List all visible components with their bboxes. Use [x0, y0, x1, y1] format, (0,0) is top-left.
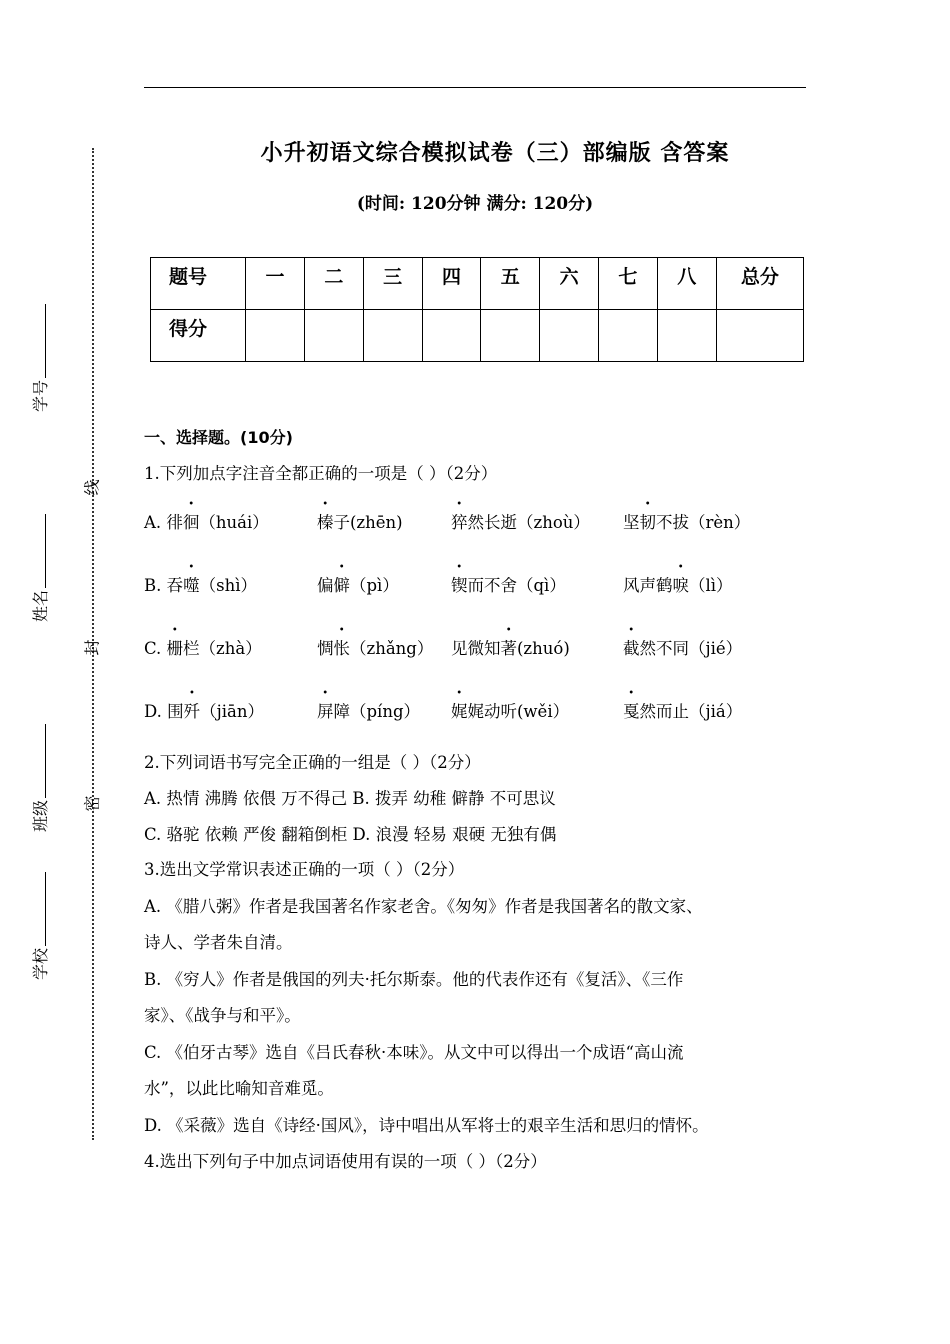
score-cell: 二 [304, 258, 363, 310]
q1-option-a-4: 坚韧不拔（rèn） [623, 513, 751, 532]
student-id-field [28, 304, 51, 412]
question-3-option-b: B. 《穷人》作者是俄国的列夫·托尔斯泰。他的代表作还有《复活》、《三作 [144, 970, 684, 989]
score-cell: 五 [481, 258, 540, 310]
student-name-field [28, 514, 51, 622]
q1-option-c-3: 见微知著(zhuó) [451, 639, 570, 658]
student-id-label: 学号 [31, 379, 50, 412]
score-cell: 一 [246, 258, 305, 310]
exam-subtitle: (时间: 120分钟 满分: 120分) [356, 194, 594, 214]
q1-option-c-2: 惆怅（zhǎng） [317, 639, 434, 658]
score-input-cell[interactable] [422, 310, 481, 362]
score-cell: 总分 [716, 258, 803, 310]
score-cell: 四 [422, 258, 481, 310]
question-3-option-c: C. 《伯牙古琴》选自《吕氏春秋·本味》。从文中可以得出一个成语“高山流 [144, 1043, 684, 1062]
score-input-cell[interactable] [657, 310, 716, 362]
binding-word-mi: 密 [82, 795, 102, 812]
binding-word-feng: 封 [82, 639, 102, 656]
student-name-label: 姓名 [31, 589, 50, 622]
score-input-cell[interactable] [363, 310, 422, 362]
class-field [28, 724, 51, 832]
score-table [150, 257, 804, 362]
q1-option-d-1: D. 围歼（jiān） [144, 702, 264, 721]
question-4-stem: 4.选出下列句子中加点词语使用有误的一项（ ）（2分） [144, 1152, 547, 1171]
score-input-cell[interactable] [304, 310, 363, 362]
q1-option-a-3: 猝然长逝（zhoù） [451, 513, 590, 532]
score-cell: 题号 [151, 258, 246, 310]
q1-option-d-3: 娓娓动听(wěi） [451, 702, 570, 721]
question-2-stem: 2.下列词语书写完全正确的一组是（ ）（2分） [144, 753, 481, 772]
q1-option-d-4: 戛然而止（jiá） [623, 702, 743, 721]
question-3-stem: 3.选出文学常识表述正确的一项（ ）（2分） [144, 860, 465, 879]
score-cell: 七 [599, 258, 658, 310]
question-3-option-a: A. 《腊八粥》作者是我国著名作家老舍。《匆匆》作者是我国著名的散文家、 [144, 897, 703, 916]
score-cell: 八 [657, 258, 716, 310]
question-2-options-cd: C. 骆驼 依赖 严俊 翻箱倒柜 D. 浪漫 轻易 艰硬 无独有偶 [144, 825, 557, 844]
score-input-cell[interactable] [716, 310, 803, 362]
question-3-option-c-cont: 水”，以此比喻知音难觅。 [144, 1079, 334, 1098]
header-rule [144, 87, 806, 88]
class-label: 班级 [31, 799, 50, 832]
school-label: 学校 [31, 947, 50, 980]
score-cell: 六 [540, 258, 599, 310]
q1-option-b-3: 锲而不舍（qì） [451, 576, 566, 595]
q1-option-b-2: 偏僻（pì） [317, 576, 399, 595]
question-1-stem: 1.下列加点字注音全都正确的一项是（ ）（2分） [144, 464, 498, 483]
q1-option-a-1: A. 徘徊（huái） [144, 513, 269, 532]
question-3-option-b-cont: 家》、《战争与和平》。 [144, 1006, 301, 1025]
question-2-options-ab: A. 热情 沸腾 依偎 万不得己 B. 拨弄 幼稚 僻静 不可思议 [144, 789, 556, 808]
exam-title: 小升初语文综合模拟试卷（三）部编版 含答案 [260, 141, 730, 166]
score-cell: 三 [363, 258, 422, 310]
question-3-option-d: D. 《采薇》选自《诗经·国风》，诗中唱出从军将士的艰辛生活和思归的情怀。 [144, 1116, 709, 1135]
q1-option-c-4: 截然不同（jié） [623, 639, 743, 658]
score-input-cell[interactable] [599, 310, 658, 362]
q1-option-a-2: 榛子(zhēn) [317, 513, 403, 532]
school-field [28, 872, 51, 980]
binding-word-xian: 线 [82, 479, 102, 496]
score-table-score-row [151, 310, 804, 362]
section-heading: 一、选择题。(10分) [144, 428, 293, 447]
q1-option-c-1: C. 栅栏（zhà） [144, 639, 262, 658]
question-3-option-a-cont: 诗人、学者朱自清。 [144, 933, 293, 952]
score-input-cell[interactable] [481, 310, 540, 362]
q1-option-d-2: 屏障（píng） [317, 702, 421, 721]
score-input-cell[interactable] [540, 310, 599, 362]
score-input-cell[interactable] [246, 310, 305, 362]
score-table-header-row [151, 258, 804, 310]
q1-option-b-4: 风声鹤唳（lì） [623, 576, 733, 595]
score-cell: 得分 [151, 310, 246, 362]
q1-option-b-1: B. 吞噬（shì） [144, 576, 257, 595]
